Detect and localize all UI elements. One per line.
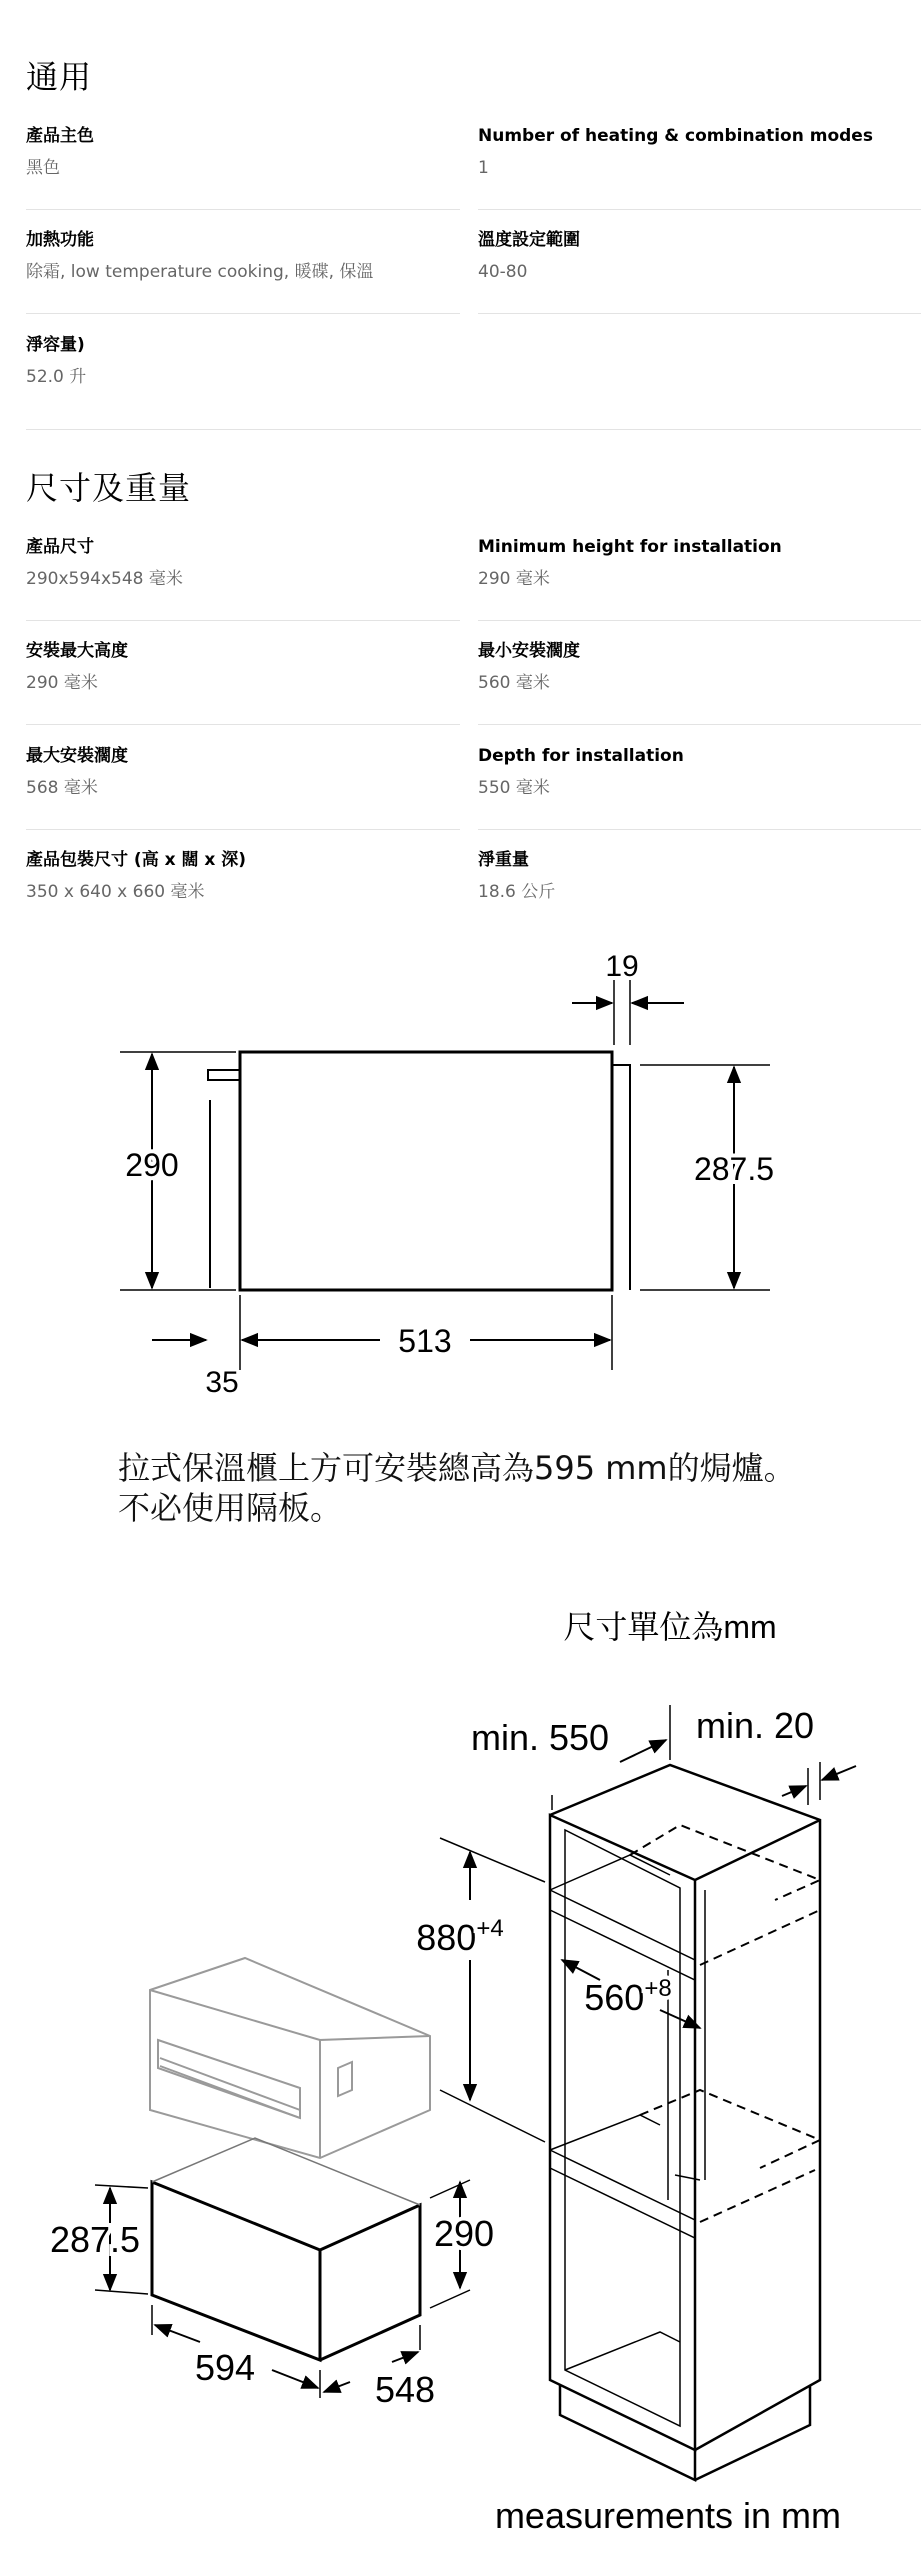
spec-label: 產品主色 [26, 126, 94, 146]
spec-min-install-height [478, 535, 912, 591]
spec-label: Minimum height for installation [478, 537, 782, 557]
spec-label: 溫度設定範圍 [478, 230, 580, 250]
spec-value: 1 [478, 158, 489, 178]
installation-note [118, 1448, 796, 1528]
spec-install-depth [478, 744, 912, 800]
spec-value: 290 毫米 [478, 569, 550, 589]
spec-value: 除霜, low temperature cooking, 暖碟, 保溫 [26, 262, 374, 282]
dim-19-label: 19 [605, 950, 639, 983]
dim-290-drawer-label: 290 [433, 2213, 495, 2254]
spec-value: 550 毫米 [478, 778, 550, 798]
divider [26, 620, 460, 621]
spec-label: 安裝最大高度 [26, 641, 128, 661]
spec-heating-modes [478, 124, 912, 180]
divider [26, 209, 460, 210]
spec-label: 產品包裝尺寸 (高 x 闊 x 深) [26, 850, 247, 870]
spec-max-install-height [26, 639, 460, 695]
spec-label: Number of heating & combination modes [478, 126, 873, 146]
divider [478, 313, 921, 314]
spec-label: Depth for installation [478, 746, 684, 766]
spec-label: 淨容量) [26, 335, 85, 355]
spec-label: 加熱功能 [26, 230, 94, 250]
dim-880-label [416, 1915, 503, 1958]
installation-drawing [0, 1590, 921, 2560]
dim-513-label: 513 [398, 1323, 452, 1359]
section-title-dimensions: 尺寸及重量 [26, 469, 192, 507]
spec-value: 560 毫米 [478, 673, 550, 693]
spec-package-size [26, 848, 460, 904]
note-line-2: 不必使用隔板。 [118, 1489, 343, 1527]
side-dimension-drawing [0, 940, 921, 1410]
spec-value: 568 毫米 [26, 778, 98, 798]
dim-880-tolerance: +4 [476, 1915, 504, 1942]
spec-temperature-range [478, 228, 912, 284]
dim-min-20-label: min. 20 [695, 1705, 815, 1746]
divider [478, 620, 921, 621]
dim-548-label: 548 [374, 2369, 436, 2410]
spec-label: 最小安裝濶度 [478, 641, 580, 661]
spec-product-size [26, 535, 460, 591]
dim-35-label: 35 [205, 1366, 239, 1399]
units-title: 尺寸單位為mm [563, 1609, 777, 1645]
spec-max-install-width [26, 744, 460, 800]
dim-880-value: 880 [416, 1917, 477, 1958]
spec-value: 290x594x548 毫米 [26, 569, 183, 589]
divider [26, 829, 460, 830]
spec-net-capacity [26, 333, 460, 389]
dim-560-value: 560 [584, 1977, 645, 2018]
dim-560-label [584, 1975, 671, 2018]
note-line-1: 拉式保溫櫃上方可安裝總高為595 mm的焗爐。 [118, 1449, 796, 1487]
dim-min-550-label: min. 550 [470, 1717, 610, 1758]
divider [26, 724, 460, 725]
spec-value: 350 x 640 x 660 毫米 [26, 882, 205, 902]
spec-min-install-width [478, 639, 912, 695]
spec-heating-functions [26, 228, 460, 284]
dim-290-label: 290 [125, 1147, 179, 1183]
section-title-general: 通用 [26, 58, 93, 96]
divider [478, 209, 921, 210]
spec-label: 最大安裝濶度 [26, 746, 128, 766]
spec-value: 18.6 公斤 [478, 882, 556, 902]
divider [478, 829, 921, 830]
divider [478, 724, 921, 725]
measurements-footer: measurements in mm [494, 2495, 842, 2536]
dim-287-5-drawer-label: 287.5 [49, 2219, 141, 2260]
spec-label: 產品尺寸 [26, 537, 94, 557]
spec-value: 黑色 [26, 158, 60, 178]
spec-value: 290 毫米 [26, 673, 98, 693]
spec-value: 40-80 [478, 262, 528, 282]
spec-value: 52.0 升 [26, 367, 87, 387]
section-divider [26, 429, 921, 430]
dim-594-label: 594 [194, 2347, 256, 2388]
spec-main-color [26, 124, 460, 180]
spec-net-weight [478, 848, 912, 904]
dim-560-tolerance: +8 [644, 1975, 672, 2002]
spec-label: 淨重量 [478, 850, 529, 870]
divider [26, 313, 460, 314]
dim-287-5-label: 287.5 [693, 1151, 775, 1187]
